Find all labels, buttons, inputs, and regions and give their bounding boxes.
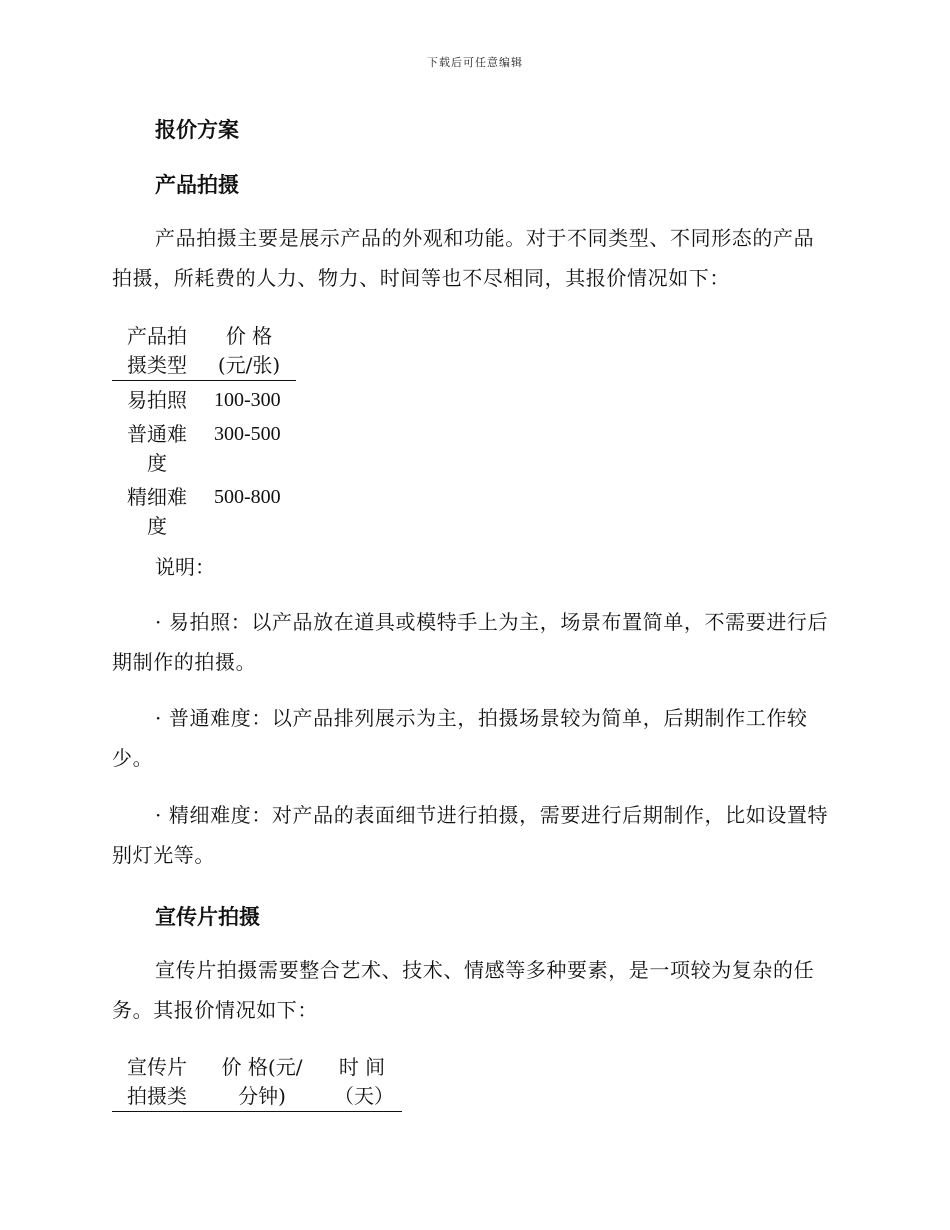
table-header-cell: 产品拍摄类型 xyxy=(112,322,202,381)
table-cell-category: 精细难度 xyxy=(127,485,187,538)
table-cell-price: 100-300 xyxy=(214,389,281,411)
table-cell-price: 300-500 xyxy=(214,423,281,445)
notes-label: 说明： xyxy=(155,555,215,579)
note-easy-shot: · 易拍照：以产品放在道具或模特手上为主，场景布置简单，不需要进行后期制作的拍摄。 xyxy=(112,610,829,674)
table-header-cell: 价 格(元/张) xyxy=(202,322,296,381)
table-header-cell: 宣传片拍摄类 xyxy=(112,1053,202,1112)
table-row xyxy=(112,415,296,478)
table-header-cell: 时 间（天） xyxy=(322,1053,402,1112)
promo-intro-paragraph: 宣传片拍摄需要整合艺术、技术、情感等多种要素，是一项较为复杂的任务。其报价情况如下： xyxy=(112,958,815,1022)
table-header-row xyxy=(112,322,296,381)
page-header-note: 下载后可任意编辑 xyxy=(427,56,523,69)
table-header-row xyxy=(112,1053,402,1112)
table-cell-category: 普通难度 xyxy=(127,422,187,475)
note-normal-difficulty: · 普通难度：以产品排列展示为主，拍摄场景较为简单，后期制作工作较少。 xyxy=(112,706,808,770)
note-fine-difficulty: · 精细难度：对产品的表面细节进行拍摄，需要进行后期制作，比如设置特别灯光等。 xyxy=(112,803,829,867)
product-price-table xyxy=(112,322,296,541)
product-intro-paragraph: 产品拍摄主要是展示产品的外观和功能。对于不同类型、不同形态的产品拍摄，所耗费的人力、物力、时间等也不尽相同，其报价情况如下： xyxy=(112,226,815,290)
document-title: 报价方案 xyxy=(155,118,239,142)
section-heading-promo-video: 宣传片拍摄 xyxy=(155,905,260,929)
table-header-cell: 价 格(元/分钟) xyxy=(202,1053,322,1112)
table-cell-price: 500-800 xyxy=(214,486,281,508)
table-row xyxy=(112,478,296,541)
section-heading-product: 产品拍摄 xyxy=(155,173,239,197)
table-row xyxy=(112,381,296,416)
promo-price-table xyxy=(112,1053,402,1112)
table-cell-category: 易拍照 xyxy=(127,388,187,412)
